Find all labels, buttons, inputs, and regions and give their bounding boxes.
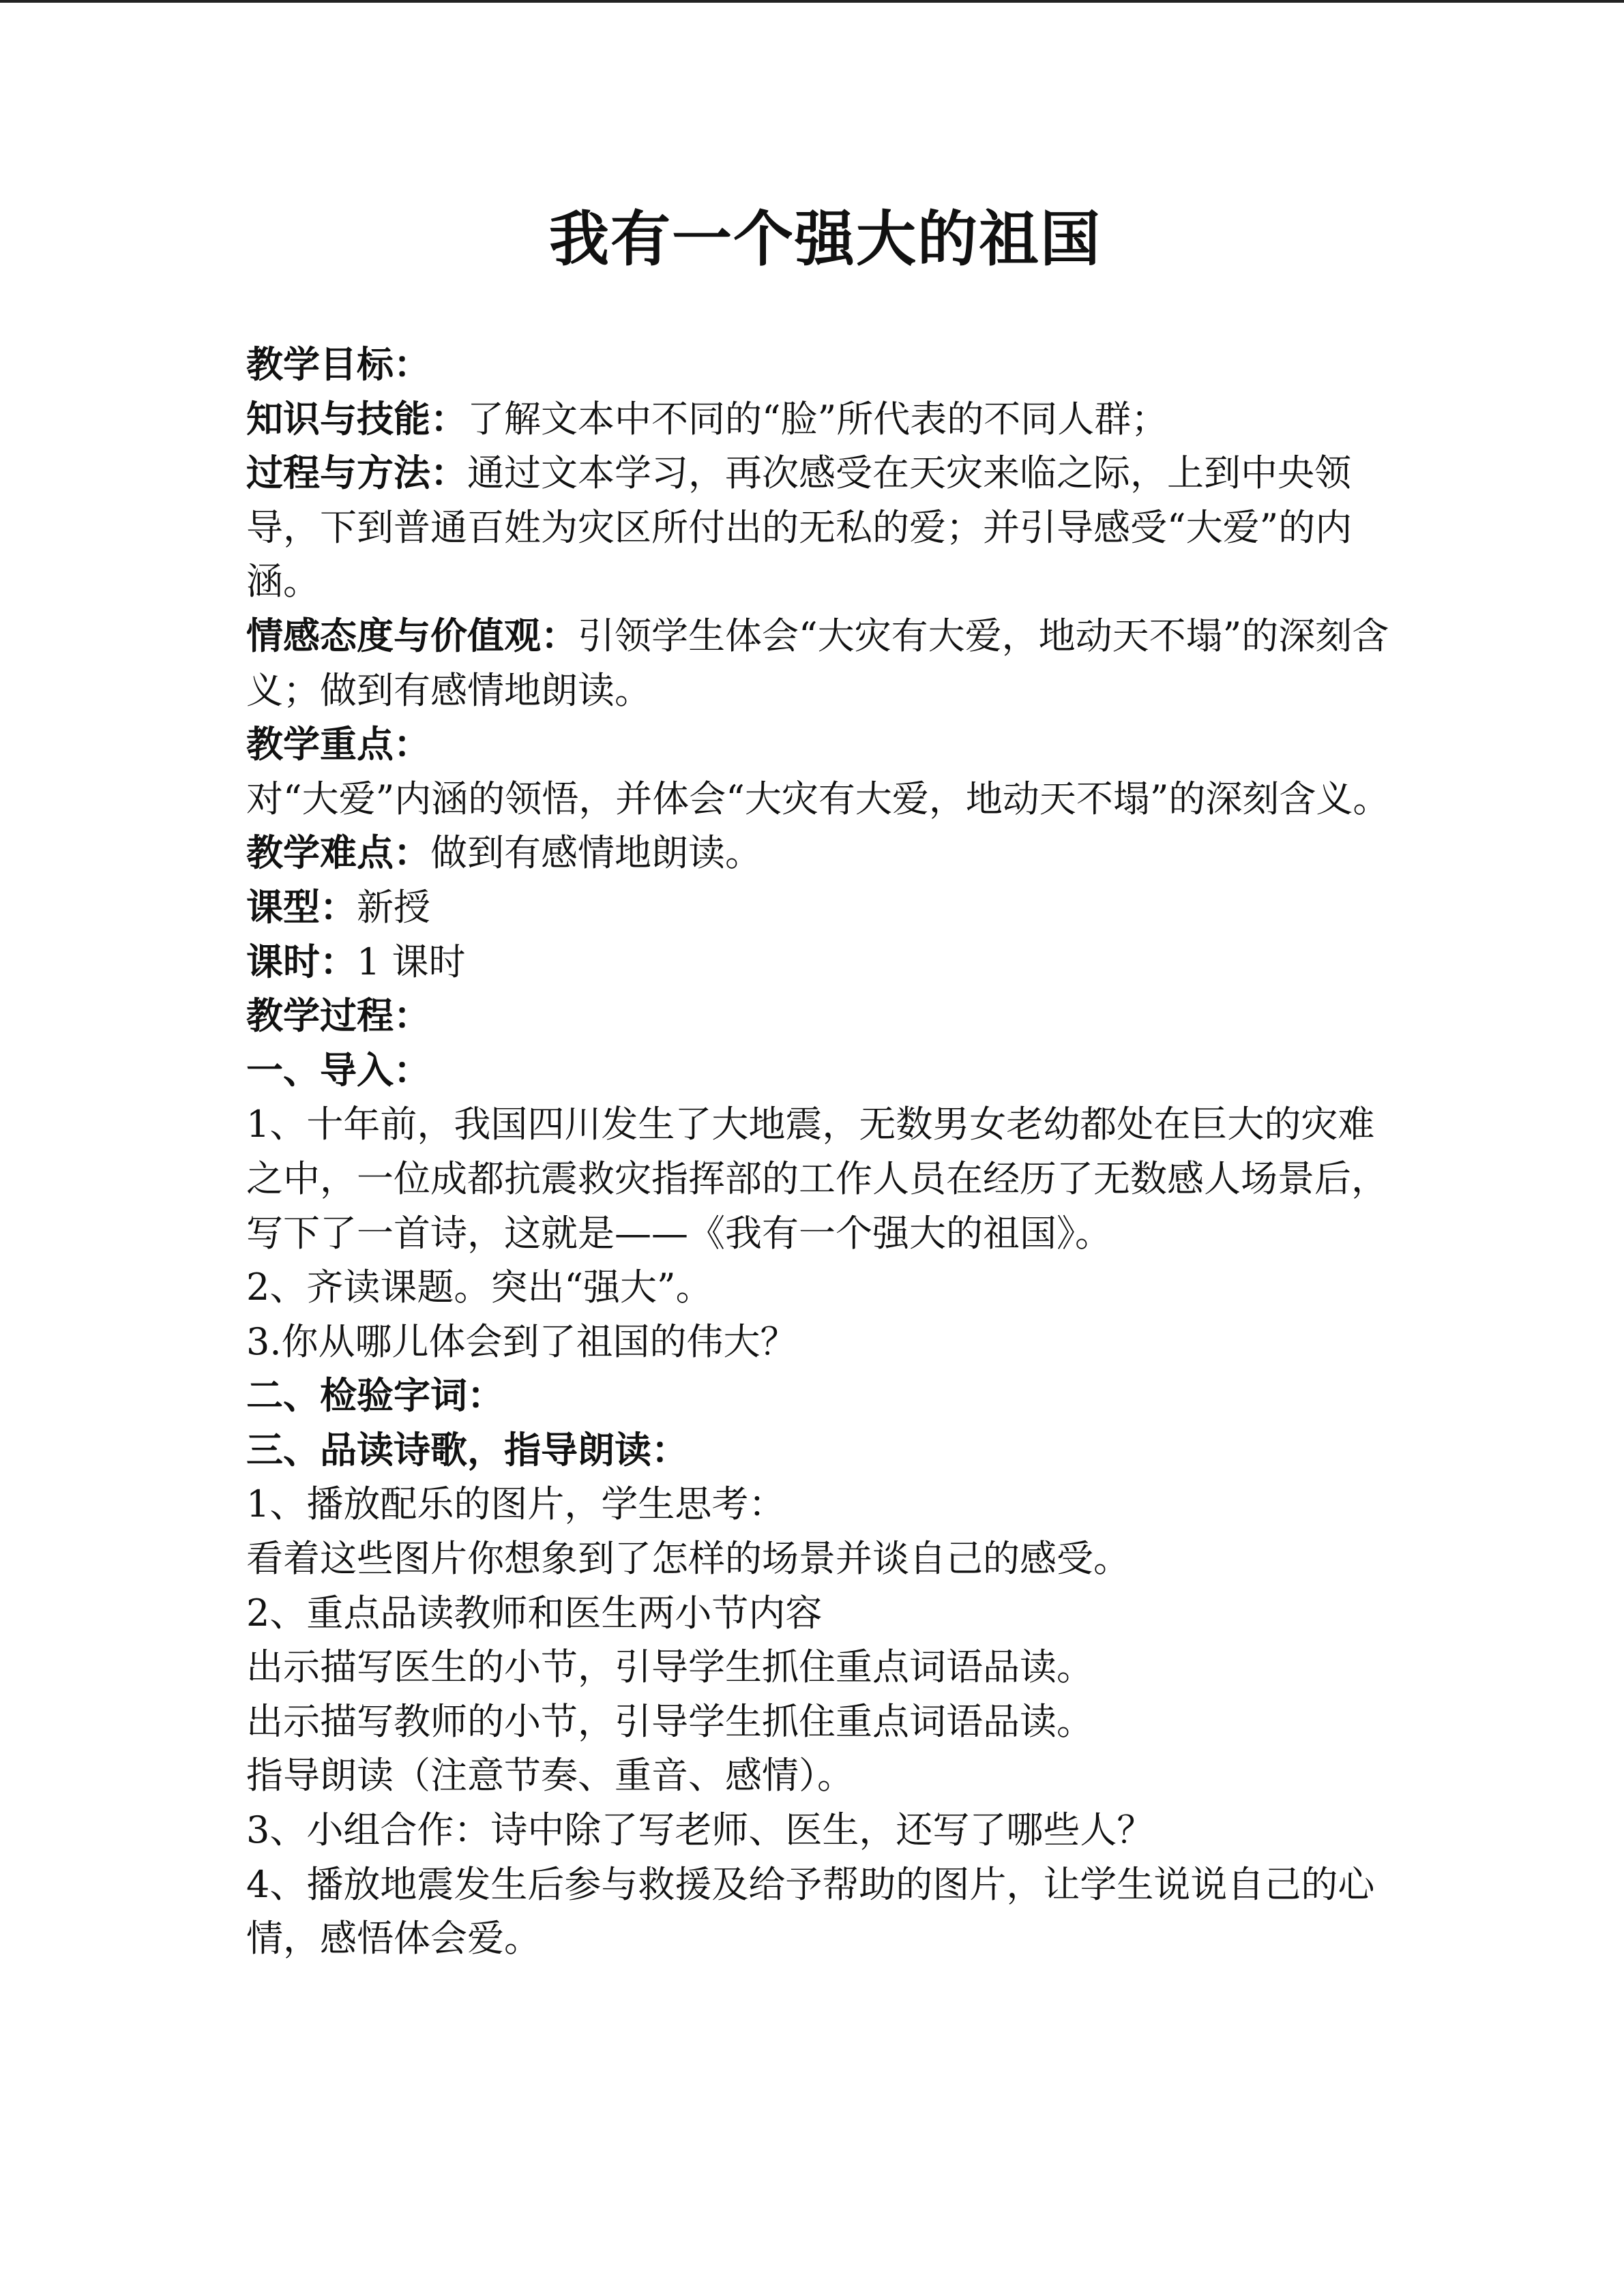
objective-emotion-values: 情感态度与价值观：引领学生体会“大灾有大爱，地动天不塌”的深刻含义；做到有感情地朗读。	[246, 613, 1389, 712]
objective-process-methods: 过程与方法：通过文本学习，再次感受在天灾来临之际，上到中央领导，下到普通百姓为灾区所付出的无私的爱；并引导感受“大爱”的内涵。	[246, 451, 1353, 603]
section-heading-key-points: 教学重点：	[246, 722, 430, 766]
step-heading-introduction: 一、导入：	[246, 1047, 430, 1092]
intro-item-2: 2、齐读课题。突出“强大”。	[246, 1266, 713, 1309]
intro-item-1: 1、十年前，我国四川发生了大地震，无数男女老幼都处在巨大的灾难之中，一位成都抗震救灾指挥部的工作人员在经历了无数感人场景后，写下了一首诗，这就是——《我有一个强大的祖国》。	[246, 1103, 1388, 1255]
section-heading-process: 教学过程：	[246, 994, 430, 1038]
intro-item-3: 3.你从哪儿体会到了祖国的伟大？	[246, 1320, 797, 1363]
reading-item-2-guidance: 指导朗读（注意节奏、重音、感情）。	[246, 1754, 854, 1798]
step-heading-reading: 三、品读诗歌，指导朗读：	[246, 1427, 688, 1472]
reading-item-2-doctor: 出示描写医生的小节，引导学生抓住重点词语品读。	[246, 1645, 1093, 1689]
document-body	[246, 338, 1392, 1966]
reading-item-2-teacher: 出示描写教师的小节，引导学生抓住重点词语品读。	[246, 1699, 1093, 1743]
reading-item-1: 1、播放配乐的图片，学生思考：	[246, 1482, 786, 1526]
reading-item-3: 3、小组合作：诗中除了写老师、医生，还写了哪些人？	[246, 1808, 1154, 1852]
reading-item-2: 2、重点品读教师和医生两小节内容	[246, 1591, 823, 1635]
difficult-points: 教学难点：做到有感情地朗读。	[246, 831, 762, 875]
lesson-duration: 课时：1 课时	[246, 939, 466, 983]
step-heading-vocabulary: 二、检验字词：	[246, 1373, 504, 1418]
document-title: 我有一个强大的祖国	[548, 203, 1102, 274]
lesson-type: 课型：新授	[246, 884, 430, 929]
section-heading-objectives: 教学目标：	[246, 342, 430, 386]
key-points-text: 对“大爱”内涵的领悟，并体会“大灾有大爱，地动天不塌”的深刻含义。	[246, 777, 1390, 820]
reading-item-1-detail: 看着这些图片你想象到了怎样的场景并谈自己的感受。	[246, 1537, 1130, 1581]
objective-knowledge-skills: 知识与技能：了解文本中不同的“脸”所代表的不同人群；	[246, 396, 1168, 441]
reading-item-4: 4、播放地震发生后参与救援及给予帮助的图片，让学生说说自己的心情，感悟体会爱。	[246, 1862, 1375, 1960]
